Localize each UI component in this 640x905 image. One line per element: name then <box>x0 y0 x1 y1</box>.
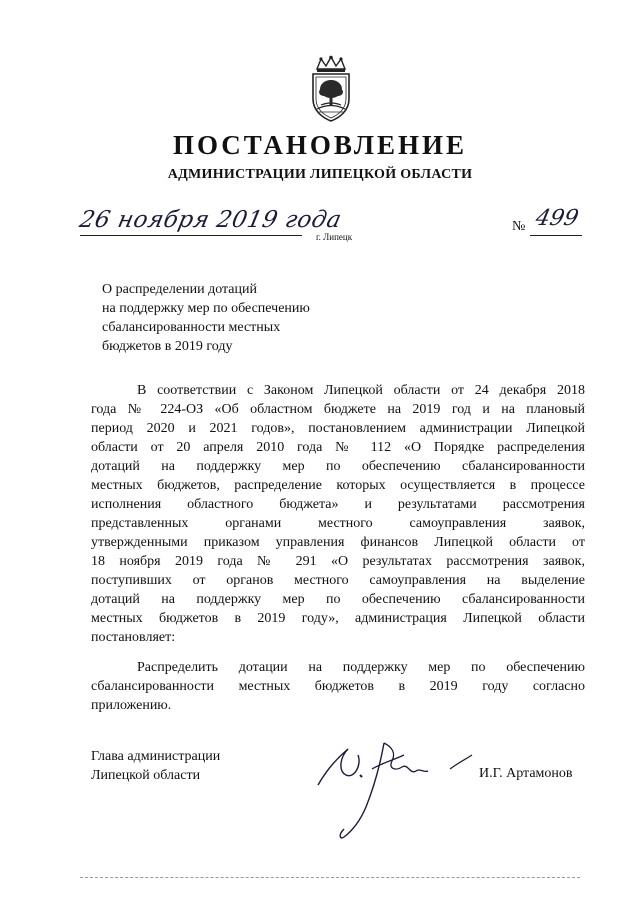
number-sign: № <box>512 219 526 234</box>
body-line: утвержденными приказом управления финансов Липецкой области от <box>91 535 585 550</box>
signatory-title-line: Липецкой области <box>91 768 201 783</box>
body-line: дотаций на поддержку мер по обеспечению сбалансированности <box>91 592 585 607</box>
subject-line: сбалансированности местных <box>102 320 281 335</box>
body-line: представленных органами местного самоуправления заявок, <box>91 516 585 531</box>
handwritten-signature-icon <box>300 725 480 845</box>
subject-line: на поддержку мер по обеспечению <box>102 301 310 316</box>
signatory-name: И.Г. Артамонов <box>479 766 573 781</box>
handwritten-document-number: 499 <box>533 206 581 231</box>
body-line: дотаций на поддержку мер по обеспечению сбалансированности <box>91 459 585 474</box>
handwritten-date: 26 ноября 2019 года <box>77 207 344 233</box>
body-line: исполнения областного бюджета» и результатами рассмотрения <box>91 497 585 512</box>
signatory-title-line: Глава администрации <box>91 749 221 764</box>
resolution-paragraph <box>91 658 585 715</box>
body-line: постановляет: <box>91 630 176 645</box>
document-body <box>91 381 585 715</box>
body-line: местных бюджетов, распределение которых осуществляется в процессе <box>91 478 585 493</box>
page-bottom-rule <box>80 877 580 878</box>
date-underline <box>80 235 302 236</box>
signatory-title <box>91 747 220 785</box>
body-line: Распределить дотации на поддержку мер по обеспечению <box>137 660 585 675</box>
subject-line: бюджетов в 2019 году <box>102 339 233 354</box>
document-subject <box>102 280 402 356</box>
body-line: поступивших от органов местного самоуправления на выделение <box>91 573 585 588</box>
body-line: области от 20 апреля 2010 года № 112 «О Порядке распределения <box>91 440 585 455</box>
body-line: приложению. <box>91 698 172 713</box>
body-line: местных бюджетов в 2019 году», администрация Липецкой области <box>91 611 585 626</box>
document-type-title: ПОСТАНОВЛЕНИЕ <box>172 130 468 160</box>
number-underline <box>530 235 582 236</box>
preamble-paragraph <box>91 381 585 647</box>
body-line: В соответствии с Законом Липецкой области от 24 декабря 2018 <box>137 383 585 398</box>
city-label: г. Липецк <box>316 232 353 242</box>
body-line: период 2020 и 2021 годов», постановлением администрации Липецкой <box>91 421 585 436</box>
subject-line: О распределении дотаций <box>102 282 257 297</box>
body-line: 18 ноября 2019 года № 291 «О результатах рассмотрения заявок, <box>91 554 585 569</box>
lipetsk-coat-of-arms-icon <box>299 55 363 123</box>
body-line: сбалансированности местных бюджетов в 2019 году согласно <box>91 679 585 694</box>
body-line: года № 224-ОЗ «Об областном бюджете на 2019 год и на плановый <box>91 402 585 417</box>
document-issuer: АДМИНИСТРАЦИИ ЛИПЕЦКОЙ ОБЛАСТИ <box>167 167 473 182</box>
